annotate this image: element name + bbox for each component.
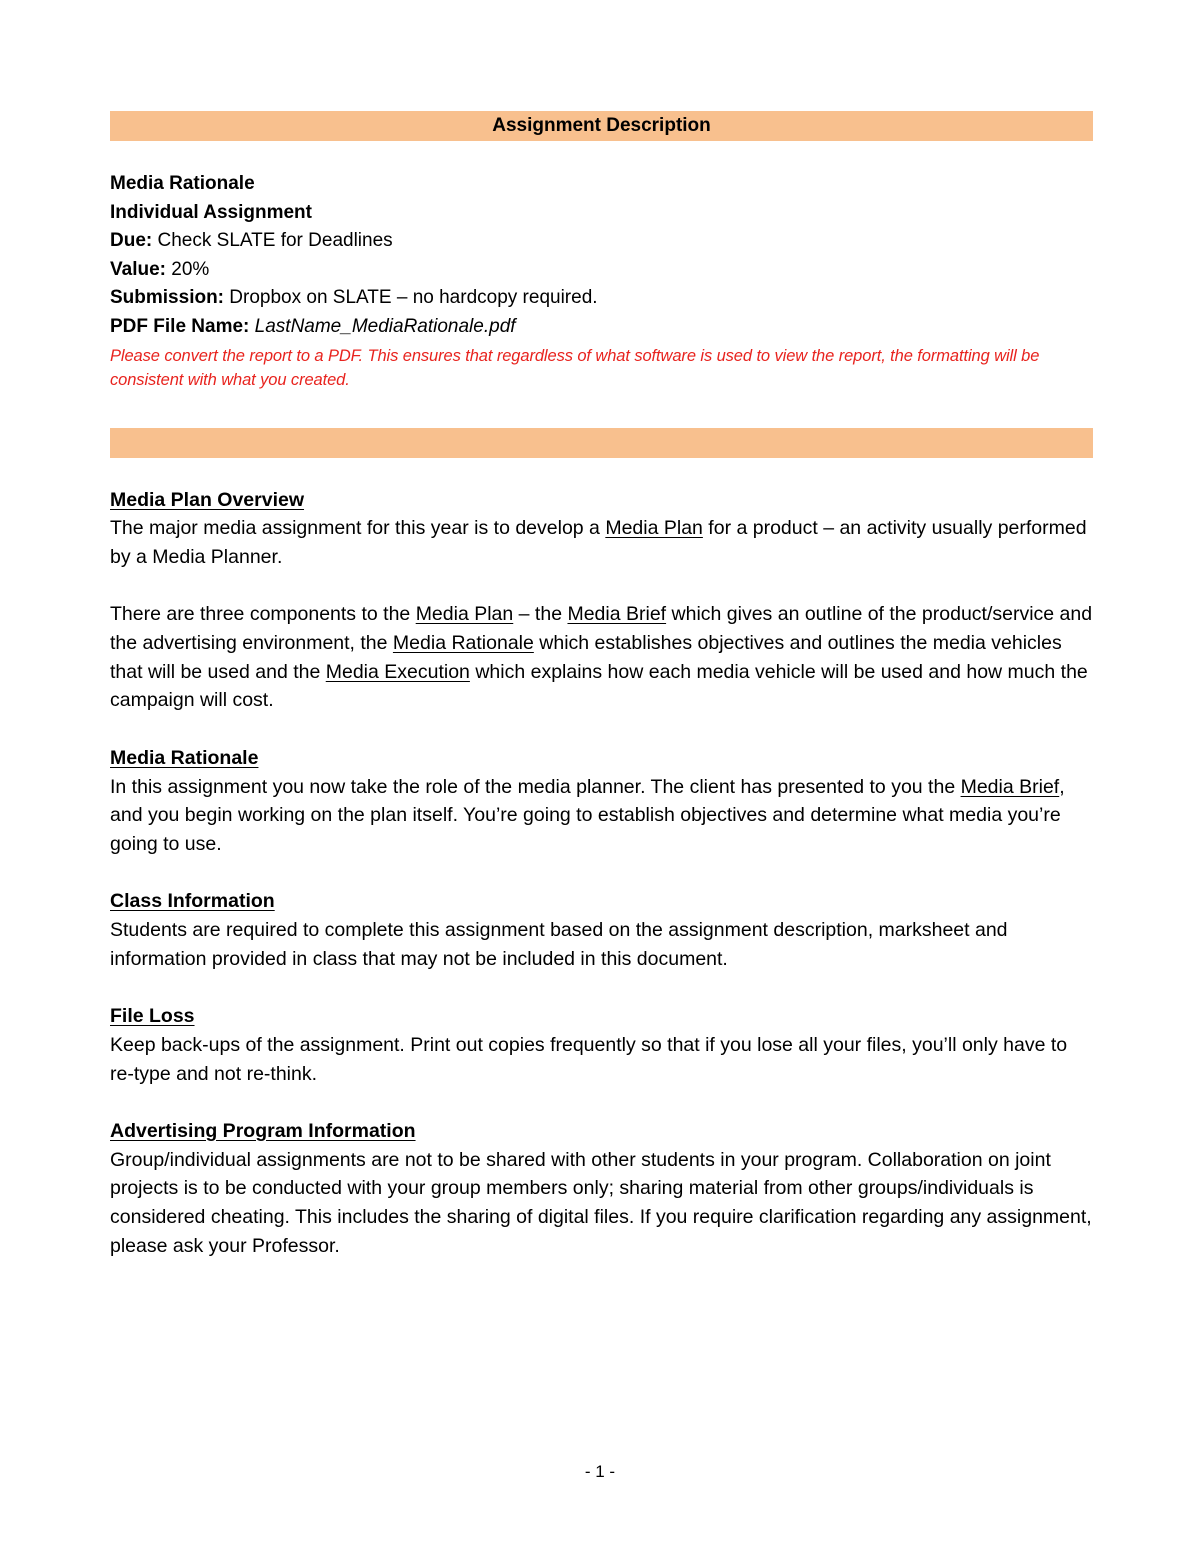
header-band <box>110 111 1093 141</box>
due-value: Check SLATE for Deadlines <box>152 230 393 252</box>
class-info-heading: Class Information <box>110 890 275 913</box>
value-label: Value: <box>110 258 166 280</box>
assignment-subtitle: Individual Assignment <box>110 201 312 223</box>
text-span: which gives an outline of the product/service and the advertising environment, the <box>110 603 1093 655</box>
due-label: Due: <box>110 230 153 252</box>
file-loss-paragraph: Keep back-ups of the assignment. Print out copies frequently so that if you lose all your files, you’ll only have to re-type and not re-think. <box>110 1033 1068 1085</box>
pdf-label: PDF File Name: <box>110 315 250 337</box>
pdf-note: Please convert the report to a PDF. This ensures that regardless of what software is used to view the report, the formatting will be consistent with what you created. <box>110 346 1040 389</box>
media-plan-link: Media Plan <box>605 517 703 540</box>
text-span: – the <box>513 603 568 626</box>
rationale-paragraph <box>110 773 1093 859</box>
text-span: which explains how each media vehicle will be used and how much the campaign will cost. <box>110 660 1088 712</box>
file-loss-heading: File Loss <box>110 1005 195 1028</box>
text-span: for a product – an activity usually performed by a Media Planner. <box>110 517 1087 568</box>
assignment-title: Media Rationale <box>110 173 255 194</box>
overview-section <box>110 486 1093 1261</box>
program-info-paragraph: Group/individual assignments are not to be shared with other students in your program. Collaboration on joint projects is to be conducted with your group members only; sharing material from other groups/individuals is considered cheating. This includes the sharing of digital files. If you require clarification regarding any assignment, please ask your Professor. <box>110 1148 1092 1257</box>
header-band-title: Assignment Description <box>492 115 711 136</box>
due-line <box>110 227 1093 256</box>
media-plan-link: Media Plan <box>415 603 514 626</box>
media-brief-link: Media Brief <box>960 775 1060 798</box>
media-brief-link: Media Brief <box>567 603 667 626</box>
rationale-heading: Media Rationale <box>110 746 259 769</box>
media-rationale-link: Media Rationale <box>392 632 534 655</box>
value-line <box>110 256 1093 285</box>
pdf-value: LastName_MediaRationale.pdf <box>254 315 516 337</box>
text-span: There are three components to the <box>110 603 416 626</box>
overview-heading: Media Plan Overview <box>110 488 305 511</box>
text-span: which establishes objectives and outlines the media vehicles that will be used and the <box>110 632 1062 683</box>
program-info-heading: Advertising Program Information <box>110 1119 416 1142</box>
submission-label: Submission: <box>110 287 225 309</box>
text-span: , and you begin working on the plan itself. You’re going to establish objectives and determine what media you’re going to use. <box>110 775 1065 855</box>
overview-paragraph-1 <box>110 514 1093 571</box>
submission-line <box>110 284 1093 313</box>
submission-value: Dropbox on SLATE – no hardcopy required. <box>224 287 598 309</box>
page-number: - 1 - <box>584 1462 616 1481</box>
value-value: 20% <box>165 258 210 280</box>
document-page <box>110 111 1093 1260</box>
empty-band <box>110 428 1093 458</box>
text-span: The major media assignment for this year is to develop a <box>110 517 606 540</box>
pdf-line <box>110 313 1093 342</box>
class-info-paragraph: Students are required to complete this assignment based on the assignment description, marksheet and information provided in class that may not be included in this document. <box>110 919 1008 970</box>
text-span: In this assignment you now take the role of the media planner. The client has presented to you the <box>110 775 961 798</box>
overview-paragraph-2 <box>110 600 1093 715</box>
assignment-meta <box>110 170 1093 392</box>
media-execution-link: Media Execution <box>325 660 470 683</box>
